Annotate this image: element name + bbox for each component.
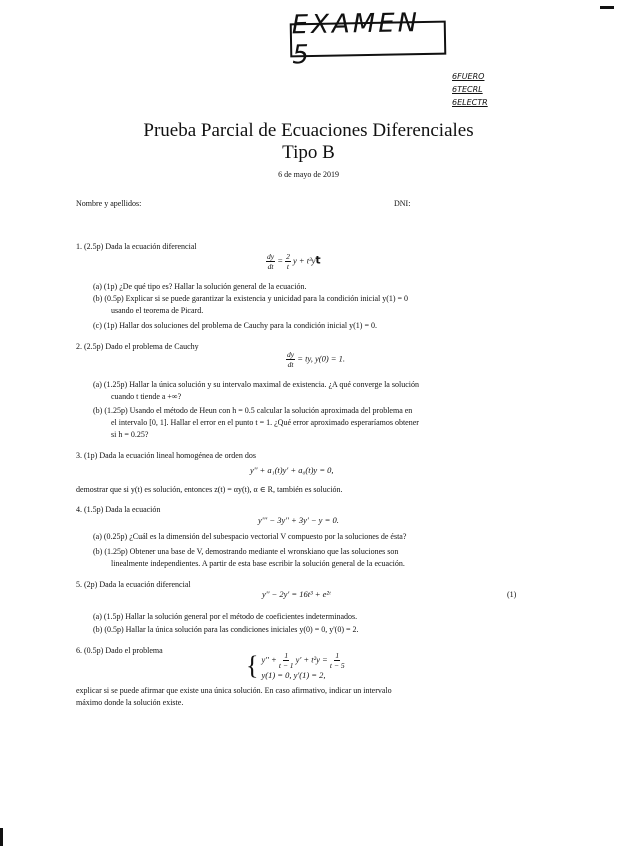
page-subtitle: Tipo B xyxy=(282,142,335,163)
q5-equation: y'' − 2y' = 16t³ + e²ᵗ xyxy=(262,589,331,599)
q1-rhs-den: t xyxy=(286,262,290,271)
q2-part-b-line2: el intervalo [0, 1]. Hallar el error en el punto t = 1. ¿Qué error aproximado esperaríamos obtener xyxy=(111,418,419,427)
q6-sys1-frac2-num: 1 xyxy=(335,651,340,660)
handnote-2: 6TECRL xyxy=(452,85,483,94)
q5-part-a: (a) (1.5p) Hallar la solución general por el método de coeficientes indeterminados. xyxy=(93,612,358,621)
q1-part-c: (c) (1p) Hallar dos soluciones del problema de Cauchy para la condición inicial y(1) = 0. xyxy=(93,321,377,330)
q1-part-b-line1: (b) (0.5p) Explicar si se puede garantizar la existencia y unicidad para la condición inicial y(1) = 0 xyxy=(93,294,409,303)
q2-part-b-line1: (b) (1.25p) Usando el método de Heun con h = 0.5 calcular la solución aproximada del problema en xyxy=(93,406,413,415)
q6-sys1-frac1-den: t − 1 xyxy=(278,661,294,670)
q5-intro: 5. (2p) Dada la ecuación diferencial xyxy=(76,580,191,589)
q5-equation-tag: (1) xyxy=(507,590,517,599)
handnote-1: 6FUERO xyxy=(452,72,485,81)
q6-sys1-frac1 xyxy=(279,651,294,670)
q6-system-brace: { xyxy=(246,650,259,680)
q4-part-a: (a) (0.25p) ¿Cuál es la dimensión del subespacio vectorial V compuesto por la soluciones de ésta? xyxy=(93,532,407,541)
q2-equation xyxy=(286,350,345,369)
q3-intro: 3. (1p) Dada la ecuación lineal homogénea de orden dos xyxy=(76,451,256,460)
q6-sys1-frac1-num: 1 xyxy=(284,651,289,660)
q1-rhs-num: 2 xyxy=(286,252,290,261)
q3-body: demostrar que si y(t) es solución, entonces z(t) = αy(t), α ∈ R, también es solución. xyxy=(76,485,343,494)
q2-lhs-fraction xyxy=(286,350,295,369)
q6-sys1-mid: y' + t²y = xyxy=(295,654,328,665)
q6-sys1-frac2-den: t − 5 xyxy=(329,661,345,670)
q6-system-line1 xyxy=(261,651,344,670)
q6-sys1-pre: y'' + xyxy=(261,654,277,665)
q6-body-line1: explicar si se puede afirmar que existe una única solución. En caso afirmativo, indicar un intervalo xyxy=(76,686,392,695)
q4-part-b-line2: linealmente independientes. A partir de esta base escribir la solución general de la ecuación. xyxy=(111,559,405,568)
handnote-3: 6ELECTR xyxy=(452,98,488,107)
q2-intro: 2. (2.5p) Dado el problema de Cauchy xyxy=(76,342,199,351)
q1-rhs-rest: y + t³y xyxy=(292,255,316,266)
q1-lhs-num: dy xyxy=(267,252,275,261)
q1-part-a: (a) (1p) ¿De qué tipo es? Hallar la solución general de la ecuación. xyxy=(93,282,307,291)
exam-stamp xyxy=(290,8,447,71)
q6-system xyxy=(246,651,345,680)
q1-equation xyxy=(266,252,321,271)
q6-sys1-frac2 xyxy=(330,651,345,670)
q2-part-b-line3: si h = 0.25? xyxy=(111,430,149,439)
exam-date: 6 de mayo de 2019 xyxy=(278,170,339,179)
q2-rhs: = ty, y(0) = 1. xyxy=(297,353,346,364)
q4-intro: 4. (1.5p) Dada la ecuación xyxy=(76,505,161,514)
q5-part-b: (b) (0.5p) Hallar la única solución para las condiciones iniciales y(0) = 0, y'(0) = 2. xyxy=(93,625,359,634)
scan-mark-left xyxy=(0,828,3,846)
name-label: Nombre y apellidos: xyxy=(76,199,142,208)
exam-stamp-text: EXAMEN 5 xyxy=(291,8,421,71)
q6-body-line2: máximo donde la solución existe. xyxy=(76,698,184,707)
q6-system-line2: y(1) = 0, y'(1) = 2, xyxy=(261,670,326,680)
q1-intro: 1. (2.5p) Dada la ecuación diferencial xyxy=(76,242,197,251)
q2-part-a-line2: cuando t tiende a +∞? xyxy=(111,392,182,401)
q3-equation: y'' + a₁(t)y' + a₀(t)y = 0, xyxy=(250,465,334,475)
q2-lhs-num: dy xyxy=(287,350,295,359)
q1-handwritten-mark: t xyxy=(315,253,321,267)
page-title: Prueba Parcial de Ecuaciones Diferenciales xyxy=(143,120,474,141)
q1-rhs-fraction xyxy=(285,252,291,271)
q2-part-a-line1: (a) (1.25p) Hallar la única solución y su intervalo maximal de existencia. ¿A qué converge la solución xyxy=(93,380,419,389)
dni-label: DNI: xyxy=(394,199,411,208)
q4-part-b-line1: (b) (1.25p) Obtener una base de V, demostrando mediante el wronskiano que las soluciones son xyxy=(93,547,399,556)
q1-eq-sign: = xyxy=(277,255,283,266)
q2-lhs-den: dt xyxy=(287,360,294,369)
q6-system-lines xyxy=(261,651,344,680)
q4-equation: y''' − 3y'' + 3y' − y = 0. xyxy=(258,515,339,525)
q1-lhs-fraction xyxy=(266,252,275,271)
q1-lhs-den: dt xyxy=(267,262,274,271)
q1-part-b-line2: usando el teorema de Picard. xyxy=(111,306,204,315)
scan-mark-top xyxy=(600,6,614,9)
q6-intro: 6. (0.5p) Dado el problema xyxy=(76,646,163,655)
